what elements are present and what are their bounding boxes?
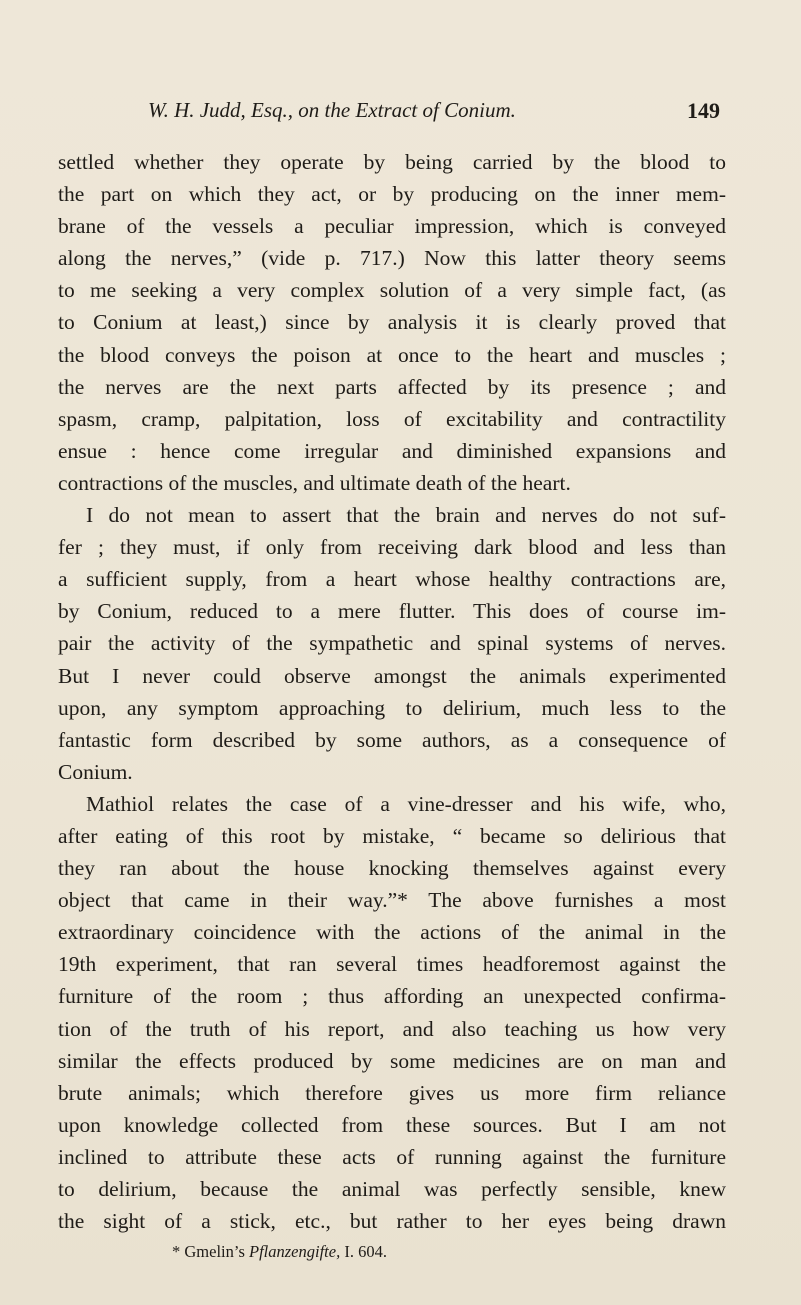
running-head bbox=[148, 98, 720, 128]
paragraph-end-line: contractions of the muscles, and ultimate death of the heart. bbox=[58, 470, 571, 495]
footnote-marker: * bbox=[172, 1242, 181, 1261]
text-line: brute animals; which therefore gives us more firm reliance bbox=[58, 1080, 726, 1105]
text-line: pair the activity of the sympathetic and spinal systems of nerves. bbox=[58, 631, 726, 656]
text-line: to delirium, because the animal was perfectly sensible, knew bbox=[58, 1177, 726, 1201]
footnote-author: Gmelin’s bbox=[184, 1242, 245, 1261]
text-line: fer ; they must, if only from receiving dark blood and less than bbox=[58, 535, 726, 560]
text-line: inclined to attribute these acts of running against the furniture bbox=[58, 1144, 726, 1169]
footnote bbox=[172, 1242, 387, 1262]
text-line: object that came in their way.”* The above furnishes a most bbox=[58, 888, 726, 913]
paragraph-start-line: Mathiol relates the case of a vine-dresser and his wife, who, bbox=[86, 791, 726, 816]
text-line: along the nerves,” (vide p. 717.) Now this latter theory seems bbox=[58, 246, 726, 271]
text-line: to me seeking a very complex solution of a very simple fact, (as bbox=[58, 278, 726, 303]
text-line: a sufficient supply, from a heart whose healthy contractions are, bbox=[58, 567, 726, 592]
text-line: the part on which they act, or by producing on the inner mem- bbox=[58, 182, 726, 207]
text-line: similar the effects produced by some medicines are on man and bbox=[58, 1048, 726, 1073]
footnote-reference: I. 604. bbox=[344, 1242, 387, 1261]
text-line: to Conium at least,) since by analysis it is clearly proved that bbox=[58, 310, 726, 335]
text-line: brane of the vessels a peculiar impression, which is conveyed bbox=[58, 214, 726, 239]
paragraph-start-line: I do not mean to assert that the brain and nerves do not suf- bbox=[86, 503, 726, 528]
footnote-work-title: Pflanzengifte, bbox=[249, 1242, 341, 1261]
text-line: But I never could observe amongst the animals experimented bbox=[58, 663, 726, 688]
body-text bbox=[58, 146, 726, 1237]
text-line: extraordinary coincidence with the actions of the animal in the bbox=[58, 920, 726, 945]
text-line: the blood conveys the poison at once to the heart and muscles ; bbox=[58, 342, 726, 367]
paragraph-end-line: Conium. bbox=[58, 759, 133, 784]
text-line: they ran about the house knocking themselves against every bbox=[58, 856, 726, 881]
text-line: spasm, cramp, palpitation, loss of excitability and contractility bbox=[58, 406, 726, 431]
text-line: furniture of the room ; thus affording an unexpected confirma- bbox=[58, 984, 726, 1009]
text-line: settled whether they operate by being carried by the blood to bbox=[58, 150, 726, 174]
text-line: ensue : hence come irregular and diminished expansions and bbox=[58, 438, 726, 463]
page-number: 149 bbox=[687, 98, 720, 123]
text-line: fantastic form described by some authors, as a consequence of bbox=[58, 727, 726, 752]
text-line: the sight of a stick, etc., but rather to her eyes being drawn bbox=[58, 1209, 726, 1234]
text-line: 19th experiment, that ran several times headforemost against the bbox=[58, 952, 726, 977]
text-line: by Conium, reduced to a mere flutter. This does of course im- bbox=[58, 599, 726, 624]
text-line: tion of the truth of his report, and also teaching us how very bbox=[58, 1016, 726, 1041]
text-line: upon knowledge collected from these sources. But I am not bbox=[58, 1112, 726, 1137]
running-title: W. H. Judd, Esq., on the Extract of Conium. bbox=[148, 98, 516, 122]
text-line: after eating of this root by mistake, “ became so delirious that bbox=[58, 823, 726, 848]
text-line: the nerves are the next parts affected by its presence ; and bbox=[58, 374, 726, 399]
text-line: upon, any symptom approaching to delirium, much less to the bbox=[58, 695, 726, 720]
